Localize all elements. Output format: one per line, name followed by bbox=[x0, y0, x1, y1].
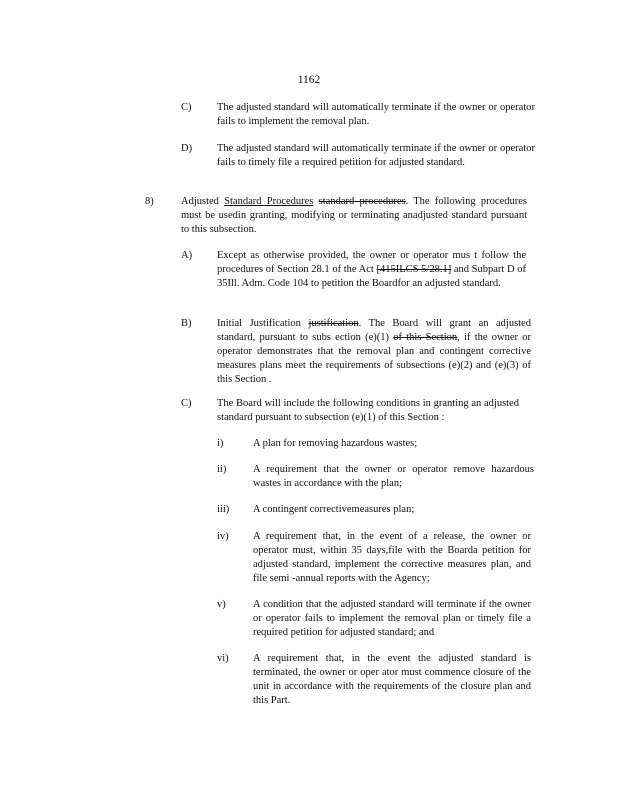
item-text bbox=[217, 317, 531, 387]
section-label: 8) bbox=[145, 196, 154, 207]
condition-text: A requirement that the owner or operator remove hazardous wastes in accordance with the plan; bbox=[253, 464, 534, 489]
condition-label: iii) bbox=[217, 504, 230, 515]
item-label: B) bbox=[181, 318, 192, 329]
item-label: C) bbox=[181, 398, 192, 409]
deleted-text: justification bbox=[308, 318, 359, 329]
item-label: D) bbox=[181, 143, 193, 154]
condition-text: A plan for removing hazardous wastes; bbox=[253, 438, 418, 449]
text-run: Except as otherwise provided, the owner or operator mus t follow the procedures of Section 28.1 of the Act bbox=[217, 250, 526, 275]
condition-label: iv) bbox=[217, 531, 229, 542]
item-text: The adjusted standard will automatically terminate if the owner or operator fails to implement the removal plan. bbox=[217, 102, 535, 127]
text-run: and Subpart D of 35Ill. Adm. Code 104 to petition the Boardfor an adjusted standard. bbox=[217, 264, 526, 289]
condition-label: i) bbox=[217, 438, 224, 449]
deleted-text: of this Section bbox=[393, 332, 458, 343]
condition-text: A requirement that, in the event the adjusted standard is terminated, the owner or oper ator must commence closure of the unit in accordance with the requirements of the closure plan and this Part. bbox=[253, 653, 531, 706]
deleted-text: standard procedures bbox=[318, 196, 406, 207]
item-text: The Board will include the following conditions in granting an adjusted standard pursuant to subsection (e)(1) of this Section : bbox=[217, 398, 519, 423]
condition-text: A contingent correctivemeasures plan; bbox=[253, 504, 415, 515]
text-run: . The Board will grant an adjusted standard, pursuant to subs ection (e)(1) bbox=[217, 318, 531, 343]
condition-text: A requirement that, in the event of a release, the owner or operator must, within 35 days,file with the Boarda petition for adjusted standard, implement the corrective measures plan, and file semi -annual reports with the Agency; bbox=[253, 531, 531, 584]
condition-text: A condition that the adjusted standard will terminate if the owner or operator fails to implement the removal plan or timely file a required petition for adjusted standard; and bbox=[253, 599, 531, 638]
page-number: 1162 bbox=[297, 74, 321, 86]
inserted-text: Standard Procedures bbox=[224, 196, 314, 207]
deleted-text: [415ILCS 5/28.1] bbox=[376, 264, 452, 275]
condition-label: vi) bbox=[217, 653, 229, 664]
item-text: The adjusted standard will automatically terminate if the owner or operator fails to timely file a required petition for adjusted standard. bbox=[217, 143, 535, 168]
item-text bbox=[217, 249, 526, 291]
item-label: A) bbox=[181, 250, 193, 261]
section-text bbox=[181, 195, 527, 237]
text-run: Adjusted bbox=[181, 196, 225, 207]
item-label: C) bbox=[181, 102, 192, 113]
text-run: , if the owner or operator demonstrates that the removal plan and contingent corrective measures plans meet the requirements of subsections (e)(2) and (e)(3) of this Section . bbox=[217, 332, 531, 385]
condition-label: ii) bbox=[217, 464, 227, 475]
text-run: . The following procedures must be usedin granting, modifying or terminating anadjusted standard pursuant to this subsection. bbox=[181, 196, 527, 235]
text-run: Initial Justification bbox=[217, 318, 309, 329]
condition-label: v) bbox=[217, 599, 226, 610]
